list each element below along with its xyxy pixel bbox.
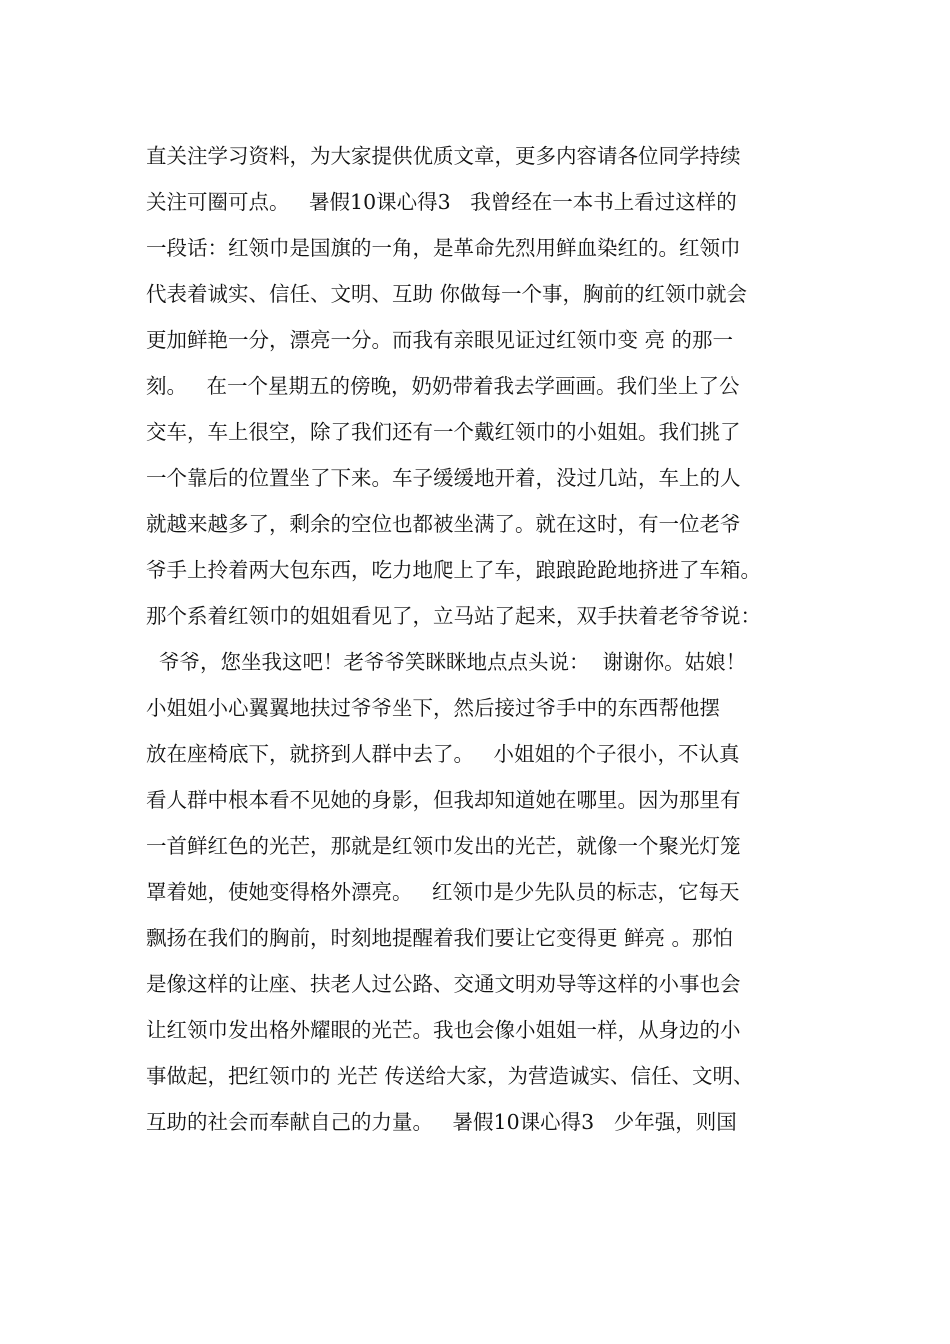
text-line-4: 代表着诚实、信任、文明、互助 你做每一个事，胸前的红领巾就会 <box>146 282 748 306</box>
text-line-9: 就越来越多了，剩余的空位也都被坐满了。就在这时，有一位老爷 <box>146 512 741 536</box>
text-line-3: 一段话：红领巾是国旗的一角，是革命先烈用鲜血染红的。红领巾 <box>146 236 741 260</box>
text-line-19: 是像这样的让座、扶老人过公路、交通文明劝导等这样的小事也会 <box>146 972 741 996</box>
text-line-7: 交车，车上很空，除了我们还有一个戴红领巾的小姐姐。我们挑了 <box>146 420 741 444</box>
text-line-1: 直关注学习资料，为大家提供优质文章，更多内容请各位同学持续 <box>146 144 741 168</box>
text-line-8: 一个靠后的位置坐了下来。车子缓缓地开着，没过几站，车上的人 <box>146 466 741 490</box>
text-line-6: 刻。 在一个星期五的傍晚，奶奶带着我去学画画。我们坐上了公 <box>146 374 740 398</box>
body-text <box>146 133 826 1145</box>
text-line-18: 飘扬在我们的胸前，时刻地提醒着我们要让它变得更 鲜亮 。那怕 <box>146 926 734 950</box>
text-line-10: 爷手上拎着两大包东西，吃力地爬上了车，踉踉跄跄地挤进了车箱。 <box>146 558 761 582</box>
text-line-5: 更加鲜艳一分，漂亮一分。而我有亲眼见证过红领巾变 亮 的那一 <box>146 328 734 352</box>
text-line-13: 小姐姐小心翼翼地扶过爷爷坐下，然后接过爷手中的东西帮他摆 <box>146 696 720 720</box>
text-line-11: 那个系着红领巾的姐姐看见了，立马站了起来，双手扶着老爷爷说： <box>146 604 761 628</box>
text-line-2: 关注可圈可点。 暑假10课心得3 我曾经在一本书上看过这样的 <box>146 190 737 214</box>
text-line-14: 放在座椅底下，就挤到人群中去了。 小姐姐的个子很小，不认真 <box>146 742 740 766</box>
text-line-22: 互助的社会而奉献自己的力量。 暑假10课心得3 少年强，则国 <box>146 1110 737 1134</box>
text-line-21: 事做起，把红领巾的 光芒 传送给大家，为营造诚实、信任、文明、 <box>146 1064 754 1088</box>
text-line-17: 罩着她，使她变得格外漂亮。 红领巾是少先队员的标志，它每天 <box>146 880 740 904</box>
text-line-20: 让红领巾发出格外耀眼的光芒。我也会像小姐姐一样，从身边的小 <box>146 1018 741 1042</box>
text-line-15: 看人群中根本看不见她的身影，但我却知道她在哪里。因为那里有 <box>146 788 741 812</box>
text-line-12: 爷爷，您坐我这吧！老爷爷笑眯眯地点点头说： 谢谢你。姑娘！ <box>146 650 747 674</box>
text-line-16: 一首鲜红色的光芒，那就是红领巾发出的光芒，就像一个聚光灯笼 <box>146 834 741 858</box>
